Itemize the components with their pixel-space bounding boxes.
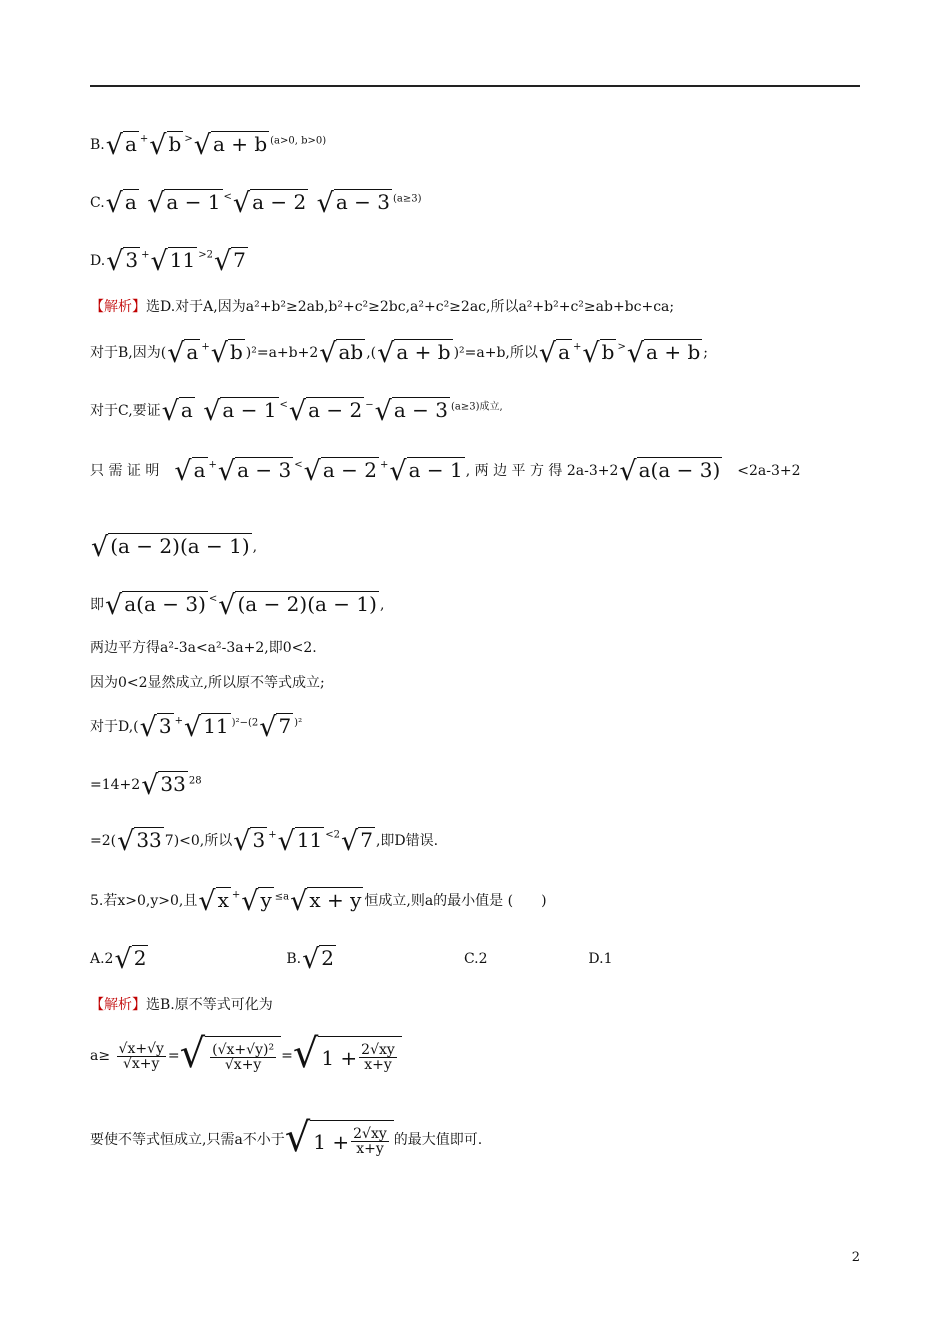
text: 要使不等式恒成立,只需a不小于 — [90, 1132, 285, 1148]
text: a≥ — [90, 1048, 111, 1064]
problem-5-analysis-line-3 — [90, 1115, 483, 1161]
text: 对于B,因为( — [90, 345, 167, 361]
option-c: C.2 — [463, 951, 488, 967]
analysis-tag: 【解析】 — [90, 997, 146, 1013]
analysis-line-7: 两边平方得a²-3a<a²-3a+2,即0<2. — [90, 640, 317, 656]
fraction-1: $\frac{√x+√y}{√x+y}$ — [118, 1040, 164, 1072]
option-label: B. — [90, 137, 105, 153]
analysis-tag: 【解析】 — [90, 299, 146, 315]
text: <2a-3+2 — [737, 463, 801, 479]
analysis-line-9: 对于D,( √ 3 + √ 11 $^{)^2-(2}$ √ 7 $^{)^2}$ — [90, 712, 303, 743]
option-d: D.1 — [588, 951, 613, 967]
option-b: B. √ 2 — [286, 944, 335, 975]
analysis-line-11: =2( √ 33 7)<0,所以 √ 3 + √ 11 $^{<2}$ √ 7 ,即D错误. — [90, 826, 439, 857]
analysis-line-8: 因为0<2显然成立,所以原不等式成立; — [90, 675, 325, 691]
option-d: D. √ 3 + √ 11 $^{>2}$ √ 7 — [90, 246, 246, 277]
text: 只 需 证 明 — [90, 463, 160, 479]
text: =2( — [90, 833, 117, 849]
text: 对于C,要证 — [90, 403, 161, 419]
analysis-line-1 — [90, 300, 674, 314]
text: 恒成立,则a的最小值是 ( ) — [364, 893, 547, 909]
text: ≤a — [274, 891, 290, 903]
text: , 两 边 平 方 得 2a-3+2 — [465, 463, 619, 479]
text: ,( — [366, 345, 377, 361]
analysis-line-6: 即 √ a(a − 3) < √ (a − 2)(a − 1) , — [90, 590, 385, 621]
analysis-line-3: 对于C,要证 √ a √ a − 1 < √ a − 2 − √ a − 3 $^{(a\ge 3)成立,}$ — [90, 396, 503, 427]
text: 7)<0,所以 — [164, 833, 233, 849]
text: 28 — [188, 775, 202, 787]
problem-5-options — [90, 944, 613, 975]
option-b: B. √ a + √ b > √ a + b $^{(a>0, b>0)}$ — [90, 130, 327, 161]
text: 即 — [90, 597, 104, 613]
option-a: A.2 √ 2 — [90, 944, 147, 975]
option-label: C. — [90, 195, 105, 211]
analysis-line-4: 只 需 证 明 √ a + √ a − 3 < √ a − 2 + √ a − 1 , 两 边 平 方 得 2a-3+2 √ a(a − 3) <2a-3+2 — [90, 456, 801, 487]
text: 的最大值即可. — [393, 1132, 483, 1148]
condition: (a≥3) — [392, 193, 422, 205]
problem-5-analysis-line-1 — [90, 998, 273, 1012]
analysis-line-5: √ (a − 2)(a − 1) , — [91, 532, 258, 563]
option-label: B. — [286, 951, 302, 967]
problem-5-stem: 5.若x>0,y>0,且 √ x + √ y $^{\le a}$ √ x + y 恒成立,则a的最小值是 ( ) — [90, 886, 547, 917]
analysis-line-10: =14+2 √ 33 $^{28}$ — [90, 770, 202, 801]
option-c: C. √ a √ a − 1 < √ a − 2 √ a − 3 $^{(a\ge 3)}$ — [90, 188, 422, 219]
header-rule — [90, 85, 860, 87]
text: ,即D错误. — [375, 833, 439, 849]
fraction-3: √ 1 + $\frac{2√xy}{x+y}$ — [293, 1036, 402, 1076]
condition: (a>0, b>0) — [270, 135, 327, 147]
max-expression: √ 1 + $\frac{2√xy}{x+y}$ — [285, 1120, 394, 1160]
option-label: D. — [90, 253, 106, 269]
text: )²=a+b,所以 — [453, 345, 538, 361]
fraction-2: √ $\frac{\text{(√x+√y)²}}{√x+y}$ — [180, 1036, 281, 1076]
text: =14+2 — [90, 777, 141, 793]
page-number: 2 — [851, 1250, 860, 1265]
text: 5.若x>0,y>0,且 — [90, 893, 198, 909]
analysis-line-2: 对于B,因为( √ a + √ b )²=a+b+2 √ ab ,( √ a + b )²=a+b,所以 √ a + √ b > √ a + b ; — [90, 338, 708, 369]
option-label: A.2 — [90, 951, 114, 967]
text: 选B.原不等式可化为 — [146, 997, 273, 1013]
problem-5-analysis-line-2: a≥ $\frac{√x+√y}{√x+y}$ = √ $\frac{\text{(√x+√y)²}}{√x+y}$ = √ 1 + $\frac{2√xy}{x+y}$ — [90, 1036, 402, 1076]
text: )²=a+b+2 — [245, 345, 319, 361]
text: 对于D,( — [90, 719, 139, 735]
text: 选D.对于A,因为a²+b²≥2ab,b²+c²≥2bc,a²+c²≥2ac,所以a²+b²+c²≥ab+bc+ca; — [146, 299, 675, 315]
text: (a≥3)成立, — [451, 401, 503, 413]
